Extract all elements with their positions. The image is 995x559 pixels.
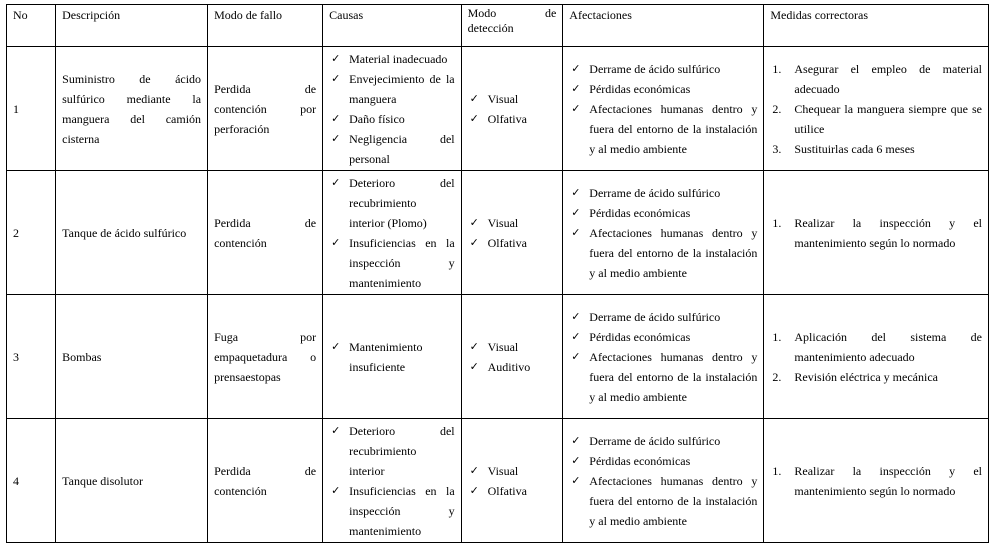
deteccion-item-list bbox=[468, 337, 557, 377]
row-number: 2 bbox=[13, 225, 19, 240]
check-icon: ✓ bbox=[571, 81, 581, 95]
cell-afectaciones bbox=[563, 171, 764, 295]
header-deteccion-word2: de bbox=[544, 6, 557, 20]
cell-deteccion bbox=[461, 47, 563, 171]
table-body bbox=[7, 47, 989, 543]
medida-text: Realizar la inspección y el mantenimiento según lo normado bbox=[794, 463, 982, 498]
fmea-table bbox=[6, 4, 989, 543]
cell-causas bbox=[323, 419, 462, 543]
header-medidas: Medidas correctoras bbox=[764, 5, 989, 47]
causa-item bbox=[329, 337, 455, 377]
header-no: No bbox=[7, 5, 56, 47]
cell-no bbox=[7, 47, 56, 171]
row-number: 1 bbox=[13, 101, 19, 116]
check-icon: ✓ bbox=[331, 483, 341, 497]
cell-no bbox=[7, 171, 56, 295]
medida-text: Aplicación del sistema de mantenimiento adecuado bbox=[794, 329, 982, 364]
causa-item bbox=[329, 173, 455, 233]
medidas-list bbox=[770, 59, 982, 159]
cell-medidas bbox=[764, 47, 989, 171]
afectacion-item-text: Afectaciones humanas dentro y fuera del entorno de la instalación y al medio ambiente bbox=[589, 101, 758, 156]
table-row bbox=[7, 419, 989, 543]
document-page bbox=[6, 4, 989, 543]
causa-item bbox=[329, 49, 455, 69]
header-causas: Causas bbox=[323, 5, 462, 47]
check-icon: ✓ bbox=[469, 463, 479, 477]
afectacion-item-text: Pérdidas económicas bbox=[589, 205, 691, 220]
medida-text: Asegurar el empleo de material adecuado bbox=[794, 61, 982, 96]
check-icon: ✓ bbox=[469, 359, 479, 373]
medida-number: 1. bbox=[772, 329, 782, 344]
causa-item-text: Negligencia del personal bbox=[349, 131, 455, 166]
afectacion-item bbox=[569, 223, 757, 283]
deteccion-item bbox=[468, 357, 557, 377]
afectacion-item bbox=[569, 347, 757, 407]
medidas-list bbox=[770, 213, 982, 253]
check-icon: ✓ bbox=[571, 185, 581, 199]
causa-item-list bbox=[329, 421, 455, 541]
deteccion-item-text: Visual bbox=[487, 339, 519, 354]
cell-modo-fallo bbox=[208, 295, 323, 419]
modo-fallo-text: Perdida de contención por perforación bbox=[214, 81, 317, 136]
row-number: 3 bbox=[13, 349, 19, 364]
afectacion-item-text: Pérdidas económicas bbox=[589, 329, 691, 344]
check-icon: ✓ bbox=[469, 215, 479, 229]
causa-item-text: Insuficiencias en la inspección y mantenimiento bbox=[349, 483, 455, 538]
causa-item bbox=[329, 69, 455, 109]
cell-no bbox=[7, 419, 56, 543]
medida-text: Sustituirlas cada 6 meses bbox=[794, 141, 915, 156]
check-icon: ✓ bbox=[331, 339, 341, 353]
afectacion-item-list bbox=[569, 431, 757, 531]
medida-item bbox=[770, 99, 982, 139]
deteccion-item-text: Visual bbox=[487, 215, 519, 230]
afectacion-item bbox=[569, 203, 757, 223]
modo-fallo-text: Perdida de contención bbox=[214, 215, 317, 250]
medida-text: Realizar la inspección y el mantenimiento según lo normado bbox=[794, 215, 982, 250]
medida-item bbox=[770, 327, 982, 367]
check-icon: ✓ bbox=[469, 111, 479, 125]
descripcion-text: Tanque disolutor bbox=[62, 473, 143, 488]
causa-item-list bbox=[329, 49, 455, 169]
cell-medidas bbox=[764, 295, 989, 419]
check-icon: ✓ bbox=[571, 225, 581, 239]
check-icon: ✓ bbox=[571, 453, 581, 467]
header-modo-fallo: Modo de fallo bbox=[208, 5, 323, 47]
afectacion-item bbox=[569, 183, 757, 203]
check-icon: ✓ bbox=[571, 349, 581, 363]
medida-number: 1. bbox=[772, 463, 782, 478]
causa-item-text: Daño físico bbox=[349, 111, 405, 126]
cell-modo-fallo bbox=[208, 47, 323, 171]
causa-item-text: Insuficiencias en la inspección y mantenimiento bbox=[349, 235, 455, 290]
check-icon: ✓ bbox=[331, 423, 341, 437]
medida-item bbox=[770, 461, 982, 501]
check-icon: ✓ bbox=[571, 205, 581, 219]
afectacion-item bbox=[569, 327, 757, 347]
row-number: 4 bbox=[13, 473, 19, 488]
cell-causas bbox=[323, 295, 462, 419]
afectacion-item bbox=[569, 471, 757, 531]
medida-number: 1. bbox=[772, 215, 782, 230]
cell-deteccion bbox=[461, 295, 563, 419]
afectacion-item-text: Pérdidas económicas bbox=[589, 81, 691, 96]
afectacion-item bbox=[569, 451, 757, 471]
causa-item bbox=[329, 421, 455, 481]
cell-descripcion bbox=[56, 47, 208, 171]
causa-item-text: Material inadecuado bbox=[349, 51, 448, 66]
descripcion-text: Suministro de ácido sulfúrico mediante la manguera del camión cisterna bbox=[62, 71, 202, 146]
afectacion-item-list bbox=[569, 59, 757, 159]
check-icon: ✓ bbox=[331, 175, 341, 189]
afectacion-item-list bbox=[569, 307, 757, 407]
deteccion-item-text: Visual bbox=[487, 91, 519, 106]
check-icon: ✓ bbox=[331, 111, 341, 125]
afectacion-item bbox=[569, 79, 757, 99]
afectacion-item bbox=[569, 59, 757, 79]
afectacion-item-text: Afectaciones humanas dentro y fuera del entorno de la instalación y al medio ambiente bbox=[589, 349, 758, 404]
cell-descripcion bbox=[56, 295, 208, 419]
afectacion-item bbox=[569, 307, 757, 327]
medida-number: 2. bbox=[772, 101, 782, 116]
afectacion-item-text: Pérdidas económicas bbox=[589, 453, 691, 468]
check-icon: ✓ bbox=[331, 131, 341, 145]
cell-deteccion bbox=[461, 419, 563, 543]
afectacion-item-text: Derrame de ácido sulfúrico bbox=[589, 61, 721, 76]
deteccion-item bbox=[468, 337, 557, 357]
check-icon: ✓ bbox=[571, 309, 581, 323]
causa-item bbox=[329, 129, 455, 169]
header-deteccion-word3: detección bbox=[467, 21, 514, 35]
deteccion-item-text: Auditivo bbox=[487, 359, 531, 374]
causa-item-text: Mantenimiento insuficiente bbox=[349, 339, 423, 374]
medidas-list bbox=[770, 461, 982, 501]
cell-descripcion bbox=[56, 171, 208, 295]
afectacion-item-text: Afectaciones humanas dentro y fuera del entorno de la instalación y al medio ambiente bbox=[589, 225, 758, 280]
modo-fallo-text: Perdida de contención bbox=[214, 463, 317, 498]
header-deteccion-word1: Modo bbox=[467, 6, 497, 20]
deteccion-item-list bbox=[468, 461, 557, 501]
cell-afectaciones bbox=[563, 419, 764, 543]
medida-item bbox=[770, 59, 982, 99]
cell-medidas bbox=[764, 171, 989, 295]
medidas-list bbox=[770, 327, 982, 387]
causa-item bbox=[329, 109, 455, 129]
causa-item-list bbox=[329, 337, 455, 377]
table-row bbox=[7, 171, 989, 295]
afectacion-item-text: Derrame de ácido sulfúrico bbox=[589, 185, 721, 200]
causa-item-list bbox=[329, 173, 455, 293]
descripcion-text: Tanque de ácido sulfúrico bbox=[62, 225, 187, 240]
check-icon: ✓ bbox=[571, 433, 581, 447]
medida-text: Chequear la manguera siempre que se utilice bbox=[794, 101, 982, 136]
deteccion-item-text: Olfativa bbox=[487, 483, 527, 498]
deteccion-item-text: Visual bbox=[487, 463, 519, 478]
check-icon: ✓ bbox=[469, 339, 479, 353]
descripcion-text: Bombas bbox=[62, 349, 102, 364]
cell-afectaciones bbox=[563, 295, 764, 419]
cell-afectaciones bbox=[563, 47, 764, 171]
table-row bbox=[7, 47, 989, 171]
check-icon: ✓ bbox=[571, 61, 581, 75]
causa-item-text: Deterioro del recubrimiento interior bbox=[349, 423, 455, 478]
check-icon: ✓ bbox=[571, 101, 581, 115]
cell-descripcion bbox=[56, 419, 208, 543]
medida-item bbox=[770, 213, 982, 253]
deteccion-item bbox=[468, 461, 557, 481]
check-icon: ✓ bbox=[469, 235, 479, 249]
deteccion-item bbox=[468, 89, 557, 109]
cell-modo-fallo bbox=[208, 171, 323, 295]
causa-item bbox=[329, 481, 455, 541]
causa-item-text: Envejecimiento de la manguera bbox=[349, 71, 455, 106]
deteccion-item-text: Olfativa bbox=[487, 111, 527, 126]
cell-causas bbox=[323, 171, 462, 295]
medida-item bbox=[770, 139, 982, 159]
deteccion-item bbox=[468, 109, 557, 129]
check-icon: ✓ bbox=[469, 483, 479, 497]
deteccion-item bbox=[468, 481, 557, 501]
afectacion-item-list bbox=[569, 183, 757, 283]
deteccion-item bbox=[468, 213, 557, 233]
cell-no bbox=[7, 295, 56, 419]
cell-medidas bbox=[764, 419, 989, 543]
deteccion-item-list bbox=[468, 89, 557, 129]
header-deteccion bbox=[461, 5, 563, 47]
deteccion-item-text: Olfativa bbox=[487, 235, 527, 250]
medida-text: Revisión eléctrica y mecánica bbox=[794, 369, 938, 384]
medida-number: 2. bbox=[772, 369, 782, 384]
deteccion-item-list bbox=[468, 213, 557, 253]
causa-item-text: Deterioro del recubrimiento interior (Plomo) bbox=[349, 175, 455, 230]
table-row bbox=[7, 295, 989, 419]
afectacion-item-text: Derrame de ácido sulfúrico bbox=[589, 309, 721, 324]
afectacion-item bbox=[569, 431, 757, 451]
check-icon: ✓ bbox=[331, 51, 341, 65]
header-descripcion: Descripción bbox=[56, 5, 208, 47]
afectacion-item-text: Afectaciones humanas dentro y fuera del entorno de la instalación y al medio ambiente bbox=[589, 473, 758, 528]
header-row bbox=[7, 5, 989, 47]
cell-causas bbox=[323, 47, 462, 171]
check-icon: ✓ bbox=[331, 71, 341, 85]
causa-item bbox=[329, 233, 455, 293]
cell-modo-fallo bbox=[208, 419, 323, 543]
check-icon: ✓ bbox=[469, 91, 479, 105]
check-icon: ✓ bbox=[571, 329, 581, 343]
afectacion-item bbox=[569, 99, 757, 159]
afectacion-item-text: Derrame de ácido sulfúrico bbox=[589, 433, 721, 448]
medida-number: 1. bbox=[772, 61, 782, 76]
cell-deteccion bbox=[461, 171, 563, 295]
header-afectaciones: Afectaciones bbox=[563, 5, 764, 47]
deteccion-item bbox=[468, 233, 557, 253]
medida-number: 3. bbox=[772, 141, 782, 156]
check-icon: ✓ bbox=[331, 235, 341, 249]
medida-item bbox=[770, 367, 982, 387]
check-icon: ✓ bbox=[571, 473, 581, 487]
modo-fallo-text: Fuga por empaquetadura o prensaestopas bbox=[214, 329, 317, 384]
